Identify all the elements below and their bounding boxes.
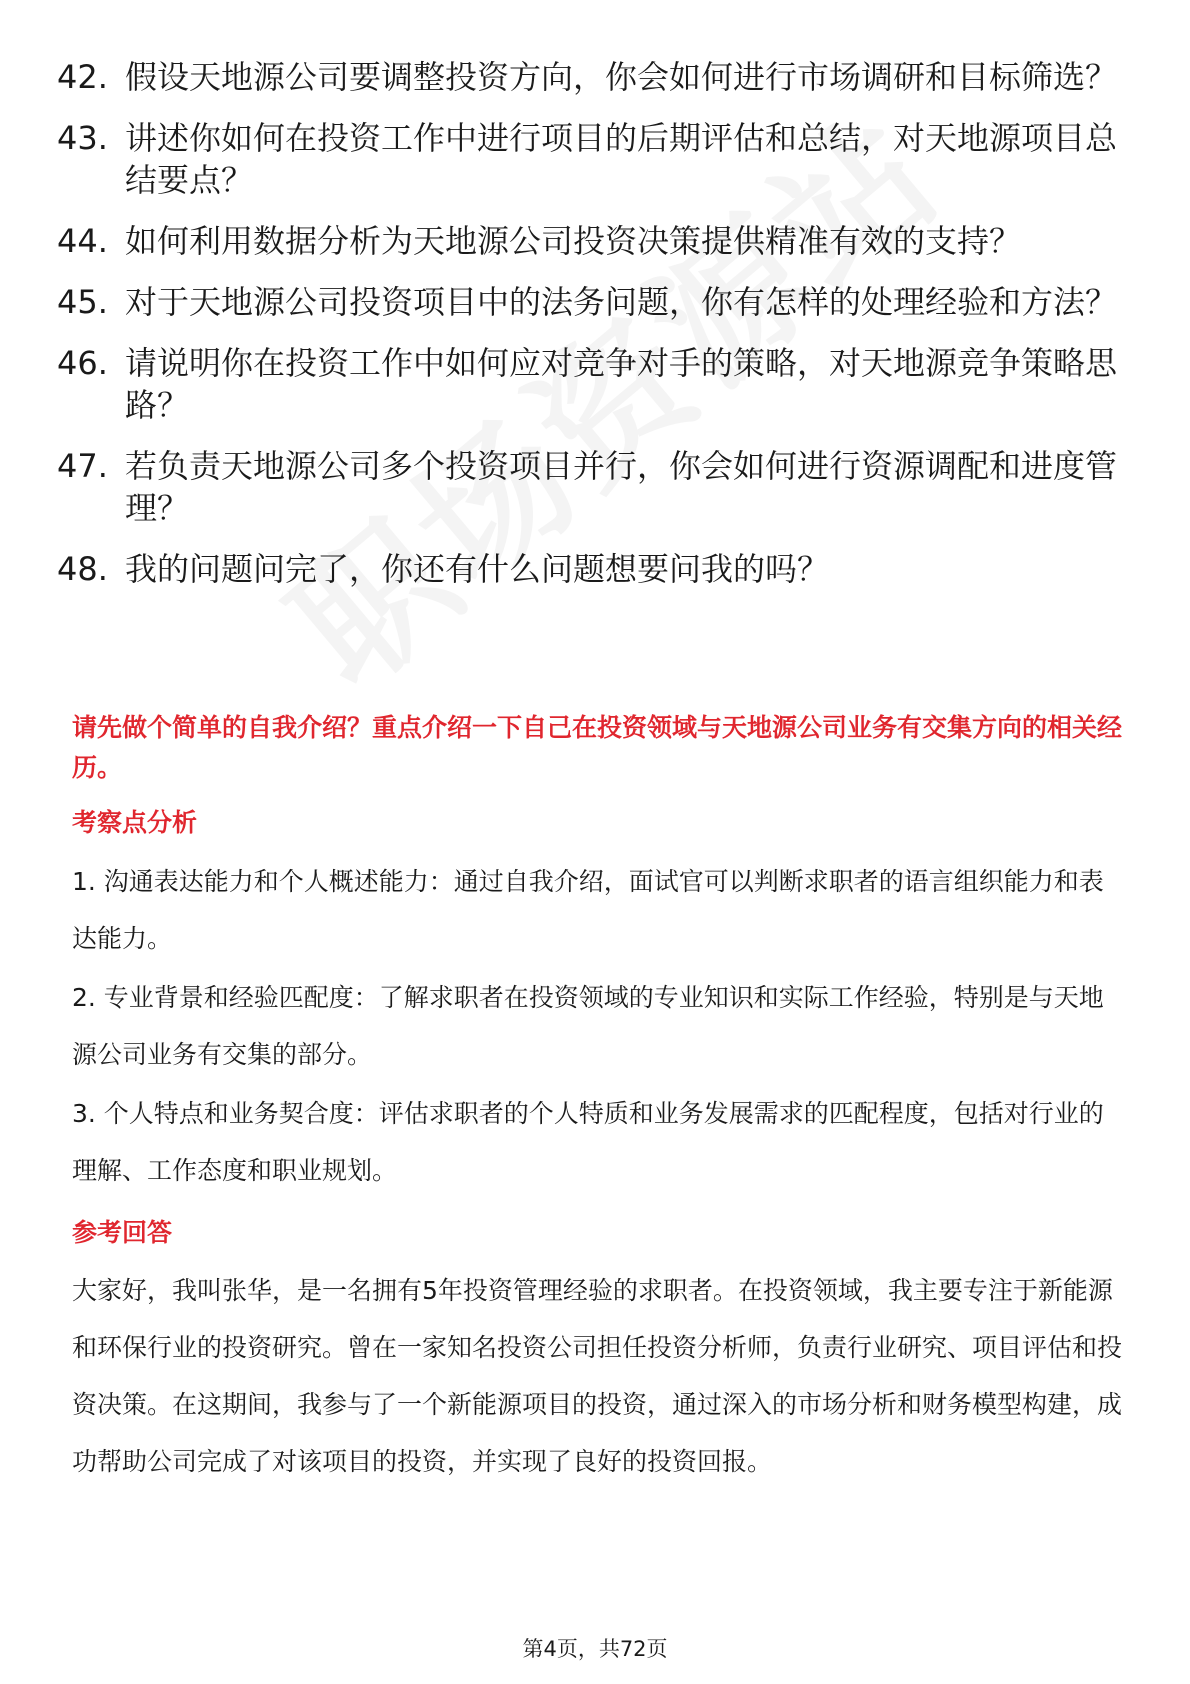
- analysis-heading: 考察点分析: [72, 808, 198, 837]
- question-text: 对于天地源公司投资项目中的法务问题，你有怎样的处理经验和方法？: [125, 283, 1118, 321]
- question-text: 假设天地源公司要调整投资方向，你会如何进行市场调研和目标筛选？: [125, 58, 1118, 96]
- question-item: [57, 342, 1137, 426]
- question-number: 44.: [57, 222, 108, 260]
- analysis-point: 1. 沟通表达能力和个人概述能力：通过自我介绍，面试官可以判断求职者的语言组织能力和表达能力。: [72, 867, 1104, 953]
- question-number: 43.: [57, 119, 108, 157]
- question-number: 42.: [57, 58, 108, 96]
- reference-answer: 大家好，我叫张华，是一名拥有5年投资管理经验的求职者。在投资领域，我主要专注于新能源和环保行业的投资研究。曾在一家知名投资公司担任投资分析师，负责行业研究、项目评估和投资决策。在这期间，我参与了一个新能源项目的投资，通过深入的市场分析和财务模型构建，成功帮助公司完成了对该项目的投资，并实现了良好的投资回报。: [72, 1276, 1123, 1476]
- question-item: [57, 548, 1137, 590]
- question-number: 48.: [57, 550, 108, 588]
- reference-heading: 参考回答: [72, 1218, 173, 1247]
- question-item: [57, 56, 1137, 98]
- question-text: 讲述你如何在投资工作中进行项目的后期评估和总结，对天地源项目总结要点？: [125, 119, 1118, 199]
- analysis-points: [72, 853, 1127, 1201]
- question-item: [57, 281, 1137, 323]
- question-number: 45.: [57, 283, 108, 321]
- question-list: [57, 56, 1137, 609]
- question-number: 46.: [57, 344, 108, 382]
- question-item: [57, 445, 1137, 529]
- page-number: 第4页，共72页: [522, 1637, 668, 1661]
- analysis-point: 3. 个人特点和业务契合度：评估求职者的个人特质和业务发展需求的匹配程度，包括对行业的理解、工作态度和职业规划。: [72, 1099, 1104, 1185]
- analysis-point: 2. 专业背景和经验匹配度：了解求职者在投资领域的专业知识和实际工作经验，特别是与天地源公司业务有交集的部分。: [72, 983, 1104, 1069]
- question-text: 若负责天地源公司多个投资项目并行，你会如何进行资源调配和进度管理？: [125, 447, 1118, 527]
- question-item: [57, 220, 1137, 262]
- question-text: 请说明你在投资工作中如何应对竞争对手的策略，对天地源竞争策略思路？: [125, 344, 1118, 424]
- question-item: [57, 117, 1137, 201]
- question-number: 47.: [57, 447, 108, 485]
- question-text: 如何利用数据分析为天地源公司投资决策提供精准有效的支持？: [125, 222, 1022, 260]
- question-text: 我的问题问完了，你还有什么问题想要问我的吗？: [125, 550, 830, 588]
- featured-question: 请先做个简单的自我介绍？重点介绍一下自己在投资领域与天地源公司业务有交集方向的相关经历。: [72, 713, 1123, 782]
